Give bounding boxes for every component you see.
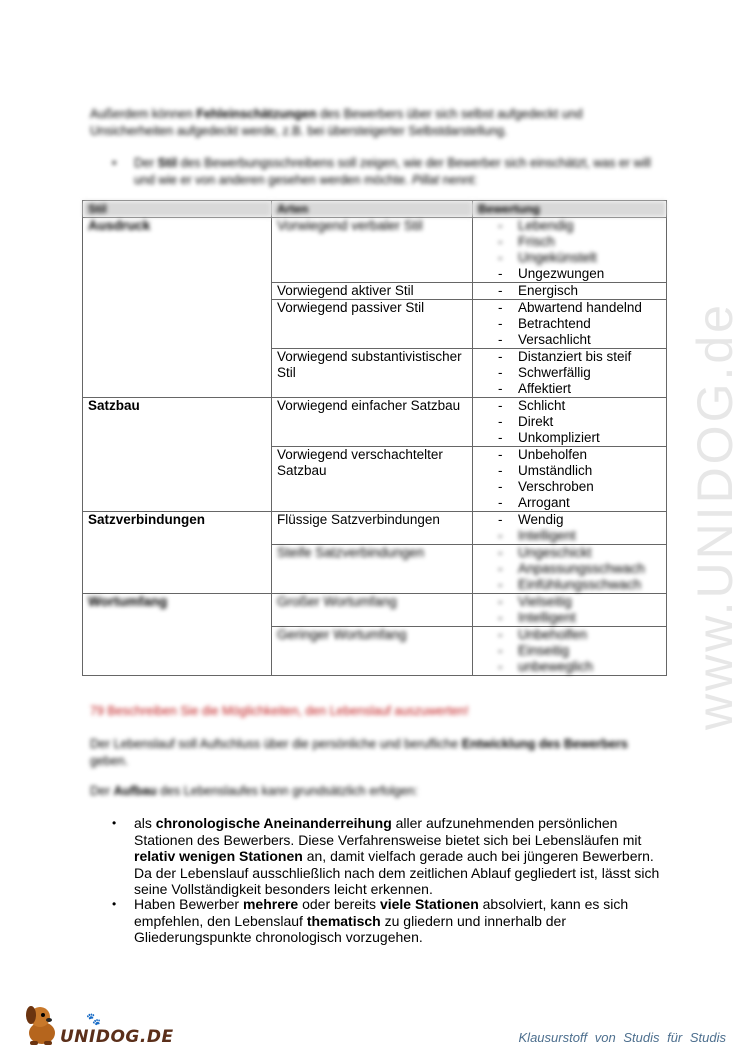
list-item: - Unbeholfen: [498, 627, 661, 643]
cell-art: Großer Wortumfang: [272, 594, 473, 627]
cell-art: Vorwiegend verbaler Stil: [272, 218, 473, 283]
table-row: [83, 398, 667, 447]
list-item: - unbeweglich: [498, 659, 661, 675]
bullet-text: Haben Bewerber mehrere oder bereits viele Stationen absolviert, kann es sich empfehlen, den Lebenslauf thematisch zu gliedern und innerhalb der Gliederungspunkte chronologisch vorzugehen.: [134, 896, 629, 946]
footer-tagline: Klausurstoff von Studis für Studis: [518, 1030, 726, 1045]
style-table: [82, 200, 667, 676]
cell-bewertung: [473, 349, 667, 398]
list-item: - Intelligent: [498, 528, 661, 544]
aufbau-paragraph: [90, 783, 650, 800]
table-row: [83, 218, 667, 283]
header-bewertung: Bewertung: [473, 201, 667, 218]
list-item: - Affektiert: [498, 381, 661, 397]
cell-stil: Wortumfang: [83, 594, 272, 676]
list-item: - Ungezwungen: [498, 266, 661, 282]
watermark: [686, 302, 743, 770]
bullet-dot: •: [112, 897, 117, 911]
cell-bewertung: [473, 512, 667, 545]
table-row: [83, 594, 667, 627]
lebenslauf-suffix: geben.: [90, 754, 129, 768]
aufbau-prefix: Der: [90, 784, 114, 798]
list-item: - Schwerfällig: [498, 365, 661, 381]
style-bullet-middle: des Bewerbungsschreibens soll zeigen, wie der Bewerber sich einschätzt, was er will und wie er von anderen gesehen werden möchte.: [134, 156, 651, 187]
cell-bewertung: [473, 594, 667, 627]
list-item: - Wendig: [498, 512, 661, 528]
list-item: - Arrogant: [498, 495, 661, 511]
cell-bewertung: [473, 447, 667, 512]
table-row: [83, 512, 667, 545]
style-bullet: [112, 155, 652, 189]
cell-art: [272, 512, 473, 545]
cell-bewertung: [473, 398, 667, 447]
cell-art: Vorwiegend substantivistischer Stil: [272, 349, 473, 398]
list-item: - Abwartend handelnd: [498, 300, 661, 316]
intro-prefix: Außerdem können: [90, 107, 197, 121]
paw-icon: 🐾: [86, 1012, 101, 1026]
intro-paragraph: [90, 106, 650, 140]
cell-art: Geringer Wortumfang: [272, 627, 473, 676]
bullet-dot: •: [112, 816, 117, 830]
list-item: - Unbeholfen: [498, 447, 661, 463]
cell-bewertung: [473, 627, 667, 676]
style-bullet-italic: Pillat: [411, 173, 440, 187]
style-bullet-prefix: Der: [134, 156, 158, 170]
cell-art: Vorwiegend verschachtelter Satzbau: [272, 447, 473, 512]
lebenslauf-bold: Entwicklung des Bewerbers: [461, 737, 628, 751]
table-header-row: [83, 201, 667, 218]
cell-bewertung: [473, 300, 667, 349]
cell-stil: Satzverbindungen: [83, 512, 272, 594]
list-item: - Einseitig: [498, 643, 661, 659]
bullet-dot: •: [112, 156, 117, 170]
list-item: - Unkompliziert: [498, 430, 661, 446]
aufbau-bold: Aufbau: [113, 784, 157, 798]
header-arten: Arten: [272, 201, 473, 218]
lebenslauf-paragraph: [90, 736, 650, 770]
list-item: - Versachlicht: [498, 332, 661, 348]
bullet-thematic: [112, 896, 672, 946]
list-item: - Betrachtend: [498, 316, 661, 332]
watermark-text: www.UNIDOG.de: [687, 302, 743, 730]
bullet-text: als chronologische Aneinanderreihung aller aufzunehmenden persönlichen Stationen des Bewerbers. Diese Verfahrensweise bietet sich bei Lebensläufen mit relativ wenigen Stationen an, damit vielfach gerade auch bei jüngeren Bewerbern. Da der Lebenslauf ausschließlich nach dem zeitlichen Ablauf gegliedert ist, lässt sich seine Vollständigkeit besonders leicht erkennen.: [134, 815, 660, 898]
cell-stil: Satzbau: [83, 398, 272, 512]
list-item: - Intelligent: [498, 610, 661, 626]
question-heading: 79 Beschreiben Sie die Möglichkeiten, den Lebenslauf auszuwerten!: [90, 704, 469, 718]
cell-art: Steife Satzverbindungen: [272, 545, 473, 594]
logo-text: UNIDOG.DE: [60, 1027, 174, 1047]
cell-art: Vorwiegend aktiver Stil: [272, 283, 473, 300]
cell-bewertung: [473, 218, 667, 283]
dog-icon: [20, 1003, 62, 1047]
list-item: - Umständlich: [498, 463, 661, 479]
unidog-logo[interactable]: [20, 1003, 190, 1048]
intro-suffix: des Bewerbers über sich selbst aufgedeckt und Unsicherheiten aufgedeckt werde, z.B. bei übersteigerter Selbstdarstellung.: [90, 107, 583, 138]
bullet-chronological: [112, 815, 672, 898]
list-item: - Direkt: [498, 414, 661, 430]
cell-art: Vorwiegend passiver Stil: [272, 300, 473, 349]
cell-bewertung: [473, 283, 667, 300]
cell-bewertung: [473, 545, 667, 594]
list-item: - Anpassungsschwach: [498, 561, 661, 577]
intro-bold: Fehleinschätzungen: [196, 107, 317, 121]
list-item: - Schlicht: [498, 398, 661, 414]
cell-art: Vorwiegend einfacher Satzbau: [272, 398, 473, 447]
style-bullet-suffix: nennt:: [439, 173, 478, 187]
header-stil: Stil: [83, 201, 272, 218]
list-item: - Verschroben: [498, 479, 661, 495]
lebenslauf-prefix: Der Lebenslauf soll Aufschluss über die persönliche und berufliche: [90, 737, 462, 751]
list-item: - Energisch: [498, 283, 661, 299]
list-item: - Ungekünstelt: [498, 250, 661, 266]
list-item: - Ungeschickt: [498, 545, 661, 561]
list-item: - Distanziert bis steif: [498, 349, 661, 365]
list-item: - Einfühlungsschwach: [498, 577, 661, 593]
cell-art-text: Flüssige Satzverbindungen: [277, 512, 440, 527]
list-item: - Frisch: [498, 234, 661, 250]
list-item: - Lebendig: [498, 218, 661, 234]
style-bullet-bold: Stil: [157, 156, 178, 170]
aufbau-suffix: des Lebenslaufes kann grundsätzlich erfolgen:: [156, 784, 418, 798]
list-item: - Vielseitig: [498, 594, 661, 610]
cell-stil: Ausdruck: [83, 218, 272, 398]
